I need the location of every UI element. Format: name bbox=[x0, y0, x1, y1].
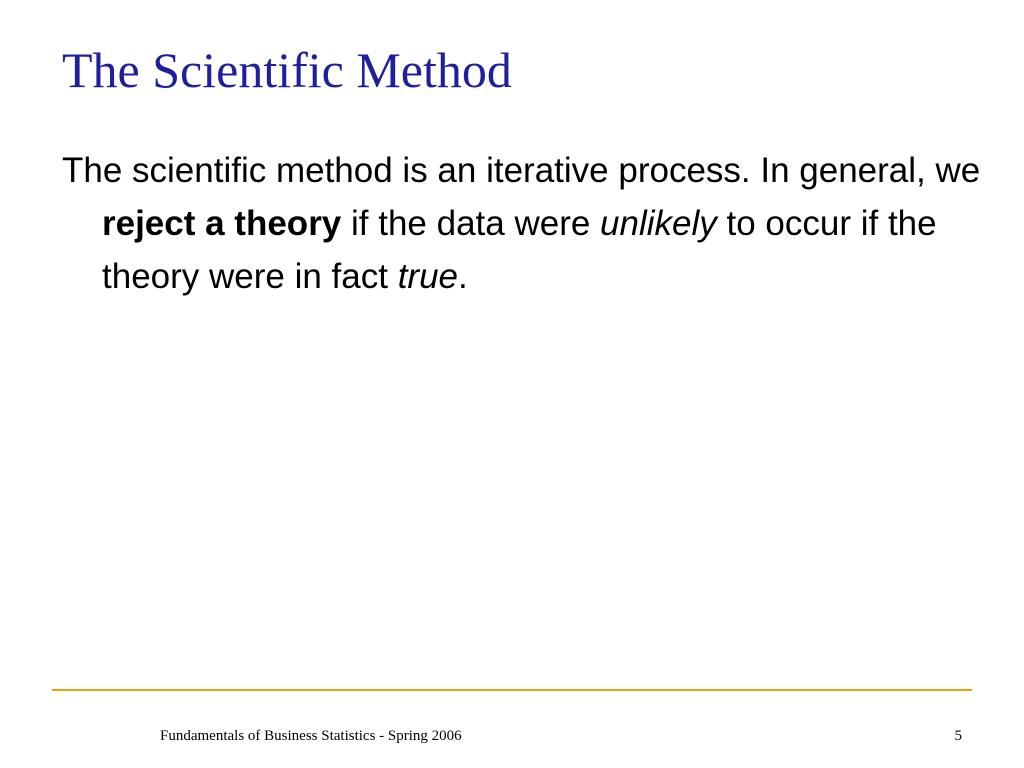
body-emphasis-true: true bbox=[397, 257, 459, 296]
body-text-part-1: The scientific method is an iterative process. In general, we bbox=[62, 151, 981, 190]
body-emphasis-unlikely: unlikely bbox=[600, 204, 717, 243]
body-text-part-3: to occur if the theory were in fact bbox=[102, 204, 937, 296]
body-text-part-4: . bbox=[458, 257, 468, 296]
body-emphasis-reject-a-theory: reject a theory bbox=[102, 204, 342, 243]
slide-title: The Scientific Method bbox=[62, 42, 512, 98]
body-text-part-2: if the data were bbox=[341, 204, 601, 243]
slide-body-paragraph bbox=[62, 144, 1002, 303]
slide-page-number: 5 bbox=[954, 728, 962, 744]
footer-divider bbox=[52, 689, 972, 691]
footer-course-label: Fundamentals of Business Statistics - Spring 2006 bbox=[160, 728, 462, 744]
